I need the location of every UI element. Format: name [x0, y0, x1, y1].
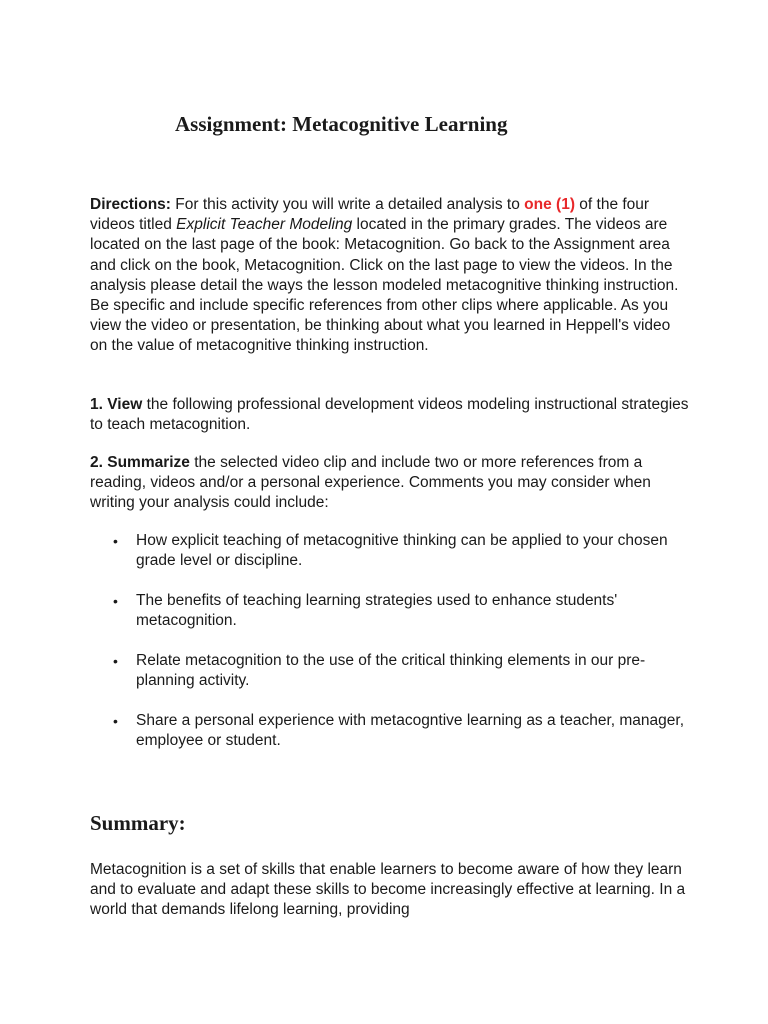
summary-paragraph: Metacognition is a set of skills that enable learners to become aware of how they learn and to evaluate and adapt these skills to become increasingly effective at learning. In a world that demands lifelong learning, providing [90, 861, 686, 919]
step-summarize-paragraph [90, 453, 690, 514]
bullet-icon: • [113, 533, 118, 549]
video-series-title: Explicit Teacher Modeling [176, 216, 353, 234]
step-view-paragraph [90, 395, 690, 435]
list-item-text: Relate metacognition to the use of the critical thinking elements in our pre-planning activity. [136, 651, 646, 690]
list-item-text: Share a personal experience with metacogntive learning as a teacher, manager, employee or student. [136, 711, 685, 749]
bullet-icon: • [113, 592, 118, 609]
step-summarize-label: 2. Summarize [90, 454, 190, 471]
list-item [90, 651, 690, 691]
list-item-text: The benefits of teaching learning strategies used to enhance students' metacognition. [136, 591, 618, 630]
considerations-list [90, 531, 690, 771]
list-item [90, 591, 690, 631]
list-item [90, 711, 690, 751]
step-view-label: 1. View [90, 396, 143, 413]
bullet-icon: • [113, 712, 118, 729]
page-title: Assignment: Metacognitive Learning [175, 112, 508, 136]
directions-text-3: located in the primary grades. The videos are located on the last page of the book: Metacognition. Go back to the Assignment area and click on the book, Metacognition. Click on the last page to view the videos. In the analysis please detail the ways the lesson modeled metacognitive thinking instruction. Be specific and include specific references from other clips where applicable. As you view the video or presentation, be thinking about what you learned in Heppell's video on the value of metacognitive thinking instruction. [90, 216, 679, 355]
directions-highlight: one (1) [524, 196, 575, 213]
summary-heading: Summary: [90, 811, 186, 835]
directions-label: Directions: [90, 196, 171, 213]
step-view-text: the following professional development videos modeling instructional strategies to teach metacognition. [90, 396, 689, 434]
step-summarize-text: the selected video clip and include two or more references from a reading, videos and/or a personal experience. Comments you may consider when writing your analysis could include: [90, 454, 651, 512]
directions-paragraph [90, 195, 690, 357]
directions-text-1: For this activity you will write a detailed analysis to [170, 196, 525, 213]
bullet-icon: • [113, 652, 118, 669]
directions-text-2: of the four videos titled [90, 196, 650, 234]
list-item [90, 531, 690, 571]
list-item-text: How explicit teaching of metacognitive thinking can be applied to your chosen grade level or discipline. [136, 532, 668, 570]
